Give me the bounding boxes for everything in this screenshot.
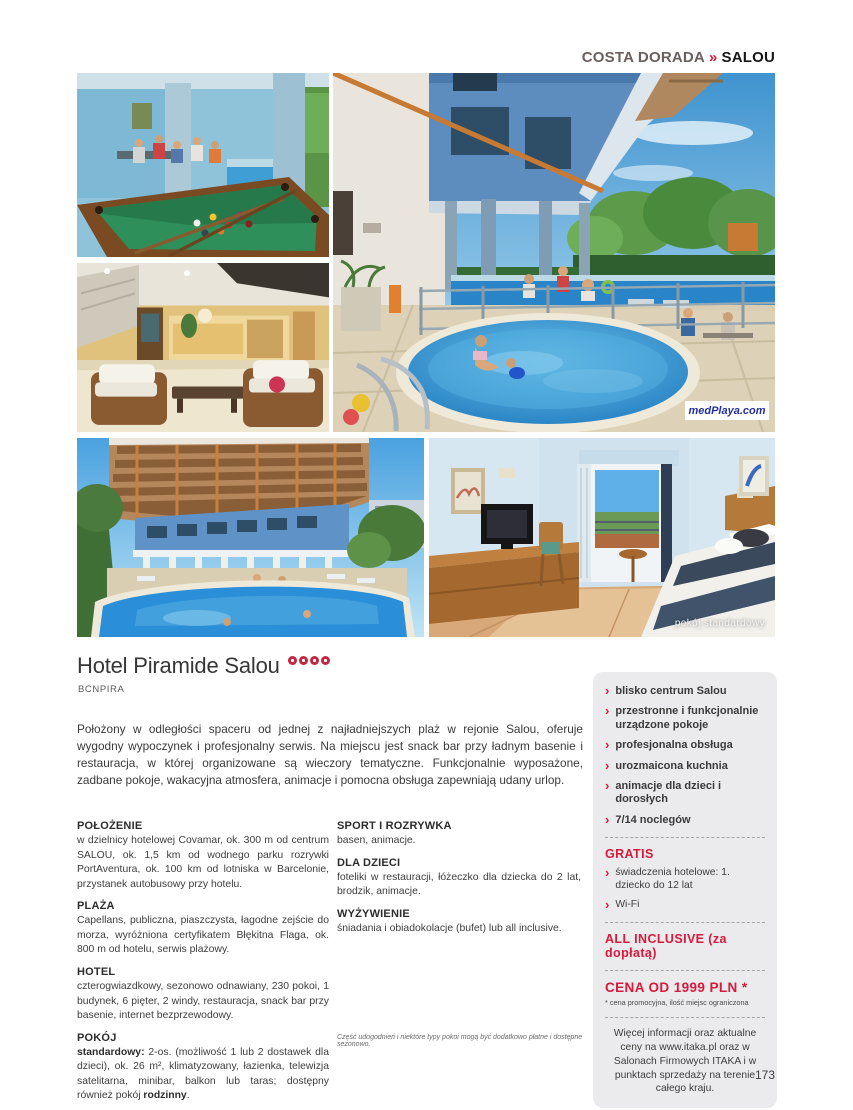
section-body-sport: basen, animacje. (337, 835, 416, 846)
photo-games-room (77, 73, 329, 257)
offer-sidebar (593, 672, 777, 1108)
section-body-wyzywienie: śniadania i obiadokolacje (bufet) lub all inclusive. (337, 922, 562, 934)
hotel-name: Hotel Piramide Salou (77, 653, 280, 678)
section-title-pokoj: POKÓJ (77, 1031, 117, 1044)
hotel-exterior-illustration (77, 438, 424, 637)
highlight-item (605, 757, 765, 773)
standard-room-illustration (429, 438, 775, 637)
gratis-item (605, 896, 765, 912)
dashed-divider (605, 837, 765, 838)
chevron-icon: › (605, 757, 610, 773)
price-label: CENA OD 1999 PLN * (605, 979, 748, 995)
all-inclusive-label: ALL INCLUSIVE (za dopłatą) (605, 931, 727, 960)
dashed-divider (605, 1017, 765, 1018)
gratis-list (605, 867, 765, 912)
section-title-dzieci: DLA DZIECI (337, 856, 401, 869)
watermark-text: medPlaya.com (688, 405, 766, 417)
section-body-polozenie: w dzielnicy hotelowej Covamar, ok. 300 m od centrum SALOU, ok. 1,5 km od wodnego parku rozrywki PortAventura, ok. 100 km od lotniska w Barcelonie, przystanek autobusowy przy hotelu. (77, 835, 329, 890)
photo-standard-room (429, 438, 775, 637)
dashed-divider (605, 922, 765, 923)
chevron-icon: › (605, 811, 610, 827)
hotel-description: Położony w odległości spaceru od jednej z najładniejszych plaż w rejonie Salou, oferuje wygodny wypoczynek i profesjonalny serwis. Na miejscu jest snack bar przy ładnym basenie i restauracja, w której organizowane są wieczory tematyczne. Funkcjonalnie wyposażone, zadbane pokoje, wakacyjna atmosfera, animacje i pomocna obsługa zapewniają udany urlop. (77, 721, 583, 788)
star-icon (299, 656, 308, 665)
star-icon (288, 656, 297, 665)
region-label: COSTA DORADA (581, 49, 705, 66)
photo-main-pool (333, 73, 775, 432)
dashed-divider (605, 970, 765, 971)
lobby-illustration (77, 263, 329, 432)
room-family-bold: rodzinny (143, 1090, 187, 1102)
highlight-label: profesjonalna obsługa (615, 739, 733, 752)
main-pool-illustration (333, 73, 775, 432)
highlight-label: przestronne i funkcjonalnie urządzone pokoje (615, 705, 759, 731)
section-title-hotel: HOTEL (77, 965, 116, 978)
gratis-label: świadczenia hotelowe: 1. dziecko do 12 lat (615, 867, 730, 892)
highlight-item (605, 705, 765, 732)
highlight-item (605, 685, 765, 698)
gratis-label: Wi-Fi (615, 898, 640, 910)
chevron-icon: › (605, 865, 610, 881)
highlight-label: urozmaicona kuchnia (615, 759, 728, 772)
chevron-icon: › (605, 737, 610, 753)
facts-column-middle (337, 820, 581, 936)
more-info-text: Więcej informacji oraz aktualne ceny na www.itaka.pl oraz w Salonach Firmowych ITAKA i w punktach sprzedaży na terenie całego kraju. (613, 1027, 757, 1095)
section-title-plaza: PLAŻA (77, 900, 115, 913)
photo-lobby (77, 263, 329, 432)
highlight-label: blisko centrum Salou (615, 685, 727, 697)
city-label: SALOU (721, 49, 775, 66)
section-body-plaza: Capellans, publiczna, piaszczysta, łagodne zejście do morza, wyróżniona certyfikatem Błękitna Flaga, ok. 800 m od hotelu, serwis plażowy. (77, 915, 329, 956)
photo-hotel-exterior (77, 438, 424, 637)
room-photo-caption: pokój standardowy (674, 618, 765, 629)
section-body-hotel: czterogwiazdkowy, sezonowo odnawiany, 230 pokoi, 1 budynek, 6 pięter, 2 windy, restauracja, snack bar przy basenie, internet bezprzewodowy. (77, 980, 329, 1022)
star-icon (310, 656, 319, 665)
page-number: 173 (754, 1068, 775, 1082)
chevron-icon: › (605, 896, 610, 912)
star-icon (321, 656, 330, 665)
highlight-item (605, 739, 765, 752)
breadcrumb (582, 49, 775, 66)
section-body-pokoj (77, 1046, 329, 1104)
highlight-item (605, 811, 765, 827)
gratis-title: GRATIS (605, 847, 654, 862)
highlight-item (605, 780, 765, 807)
facts-column-left (77, 820, 329, 1104)
star-rating (288, 656, 330, 665)
section-title-sport: SPORT I ROZRYWKA (337, 820, 452, 832)
games-room-illustration (77, 73, 329, 257)
section-title-polozenie: POŁOŻENIE (77, 820, 143, 832)
highlight-label: 7/14 noclegów (615, 813, 691, 826)
gratis-item (605, 867, 765, 893)
chevron-icon: › (605, 703, 610, 719)
section-title-wyzywienie: WYŻYWIENIE (337, 907, 410, 920)
hotel-code: BCNPIRA (78, 684, 125, 695)
section-body-dzieci: foteliki w restauracji, łóżeczko dla dziecka do 2 lat, brodzik, animacje. (337, 871, 581, 898)
chevron-icon: › (605, 683, 610, 698)
highlights-list (605, 685, 765, 827)
room-body-text: 2-os. (możliwość 1 lub 2 dostawek dla dzieci), ok. 26 m², klimatyzowany, łazienka, telewizja satelitarna, minibar, balkon lub taras; dostępny również pokój (77, 1046, 329, 1102)
seasonal-footnote: Część udogodnień i niektóre typy pokoi mogą być dodatkowo płatne i dostępne sezonowo. (337, 1034, 583, 1048)
chevron-icon: › (605, 778, 610, 794)
hotel-title-row (77, 653, 330, 679)
price-note: * cena promocyjna, ilość miejsc ograniczona (605, 997, 749, 1007)
highlight-label: animacje dla dzieci i dorosłych (615, 780, 722, 806)
room-type-bold: standardowy: (77, 1046, 145, 1058)
chevron-right-icon: » (708, 49, 718, 66)
room-body-period: . (186, 1090, 190, 1102)
